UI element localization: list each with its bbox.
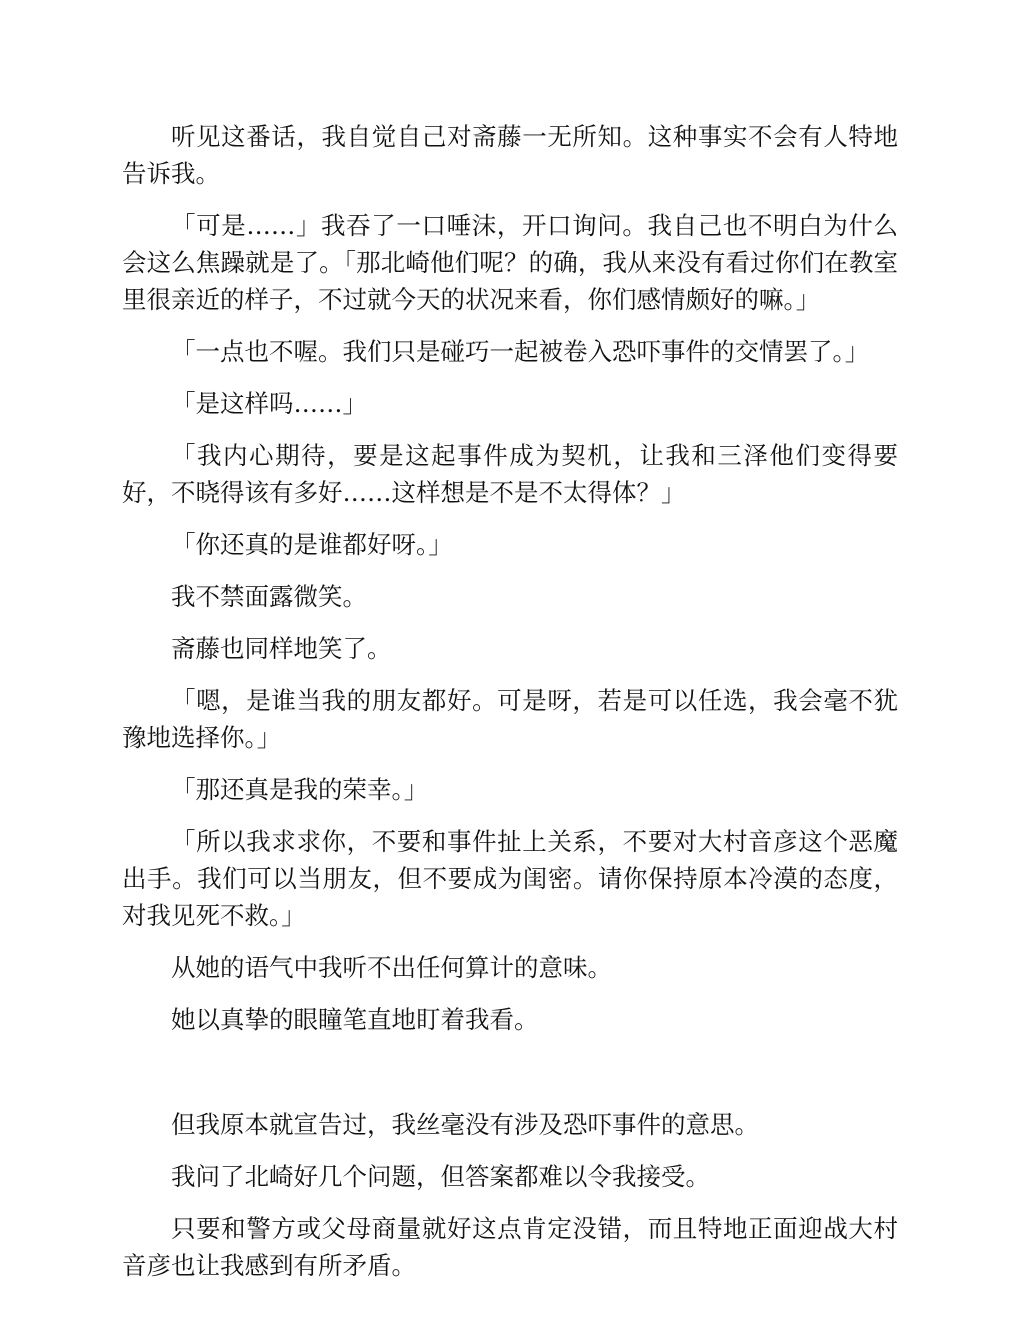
- paragraph: 我问了北崎好几个问题，但答案都难以令我接受。: [171, 1162, 710, 1191]
- paragraph: 她以真挚的眼瞳笔直地盯着我看。: [171, 1005, 539, 1034]
- paragraph: 只要和警方或父母商量就好这点肯定没错，而且特地正面迎战大村音彦也让我感到有所矛盾。: [122, 1214, 898, 1280]
- paragraph: 「一点也不喔。我们只是碰巧一起被卷入恐吓事件的交情罢了。」: [171, 337, 870, 366]
- paragraph: 「可是……」我吞了一口唾沫，开口询问。我自己也不明白为什么会这么焦躁就是了。「那北崎他们呢？的确，我从来没有看过你们在教室里很亲近的样子，不过就今天的状况来看，你们感情颇好的嘛。」: [122, 211, 898, 314]
- paragraph: 「你还真的是谁都好呀。」: [171, 530, 453, 559]
- paragraph: 「嗯，是谁当我的朋友都好。可是呀，若是可以任选，我会毫不犹豫地选择你。」: [122, 686, 898, 752]
- paragraph: 「是这样吗……」: [171, 389, 367, 418]
- paragraph: 「那还真是我的荣幸。」: [171, 775, 429, 804]
- paragraph: 「所以我求求你，不要和事件扯上关系，不要对大村音彦这个恶魔出手。我们可以当朋友，但不要成为闺密。请你保持原本冷漠的态度，对我见死不救。」: [122, 827, 898, 930]
- paragraph: 但我原本就宣告过，我丝毫没有涉及恐吓事件的意思。: [171, 1110, 759, 1139]
- paragraph: 听见这番话，我自觉自己对斋藤一无所知。这种事实不会有人特地告诉我。: [122, 122, 898, 188]
- paragraph: 「我内心期待，要是这起事件成为契机，让我和三泽他们变得要好，不晓得该有多好……这样想是不是不太得体？」: [122, 441, 898, 507]
- body-text: [122, 118, 898, 1299]
- paragraph: 斋藤也同样地笑了。: [171, 634, 392, 663]
- paragraph: 我不禁面露微笑。: [171, 582, 367, 611]
- paragraph: 从她的语气中我听不出任何算计的意味。: [171, 953, 612, 982]
